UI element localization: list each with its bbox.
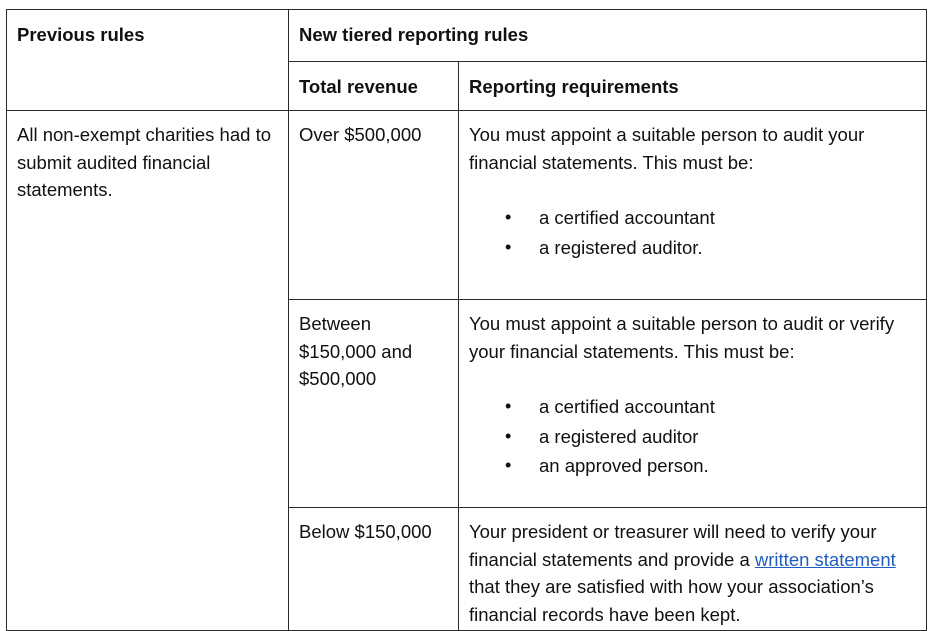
revenue-text: Below $150,000: [299, 521, 432, 542]
previous-rules-header: Previous rules: [7, 10, 289, 111]
written-statement-link[interactable]: written statement: [754, 548, 896, 570]
previous-rules-cell: [7, 111, 289, 631]
requirement-text: You must appoint a suitable person to audit your financial statements. This must be:: [469, 124, 865, 173]
list-item: • a registered auditor.: [539, 233, 916, 263]
list-item: • a certified accountant: [539, 203, 916, 233]
requirement-bullet-list: [469, 392, 916, 481]
reporting-rules-table: [6, 9, 927, 631]
revenue-cell: [289, 111, 459, 300]
revenue-text: Over $500,000: [299, 124, 422, 145]
list-item: • an approved person.: [539, 451, 916, 481]
previous-rules-text: All non-exempt charities had to submit audited financial statements.: [17, 124, 271, 200]
requirements-cell: [459, 111, 927, 300]
requirement-text: You must appoint a suitable person to audit or verify your financial statements. This must be:: [469, 313, 895, 362]
revenue-text: Between $150,000 and $500,000: [299, 313, 413, 389]
reporting-requirements-header: Reporting requirements: [459, 62, 927, 111]
list-item: • a registered auditor: [539, 422, 916, 452]
requirement-text: [469, 518, 916, 628]
total-revenue-header: Total revenue: [289, 62, 459, 111]
requirement-bullet-list: [469, 203, 916, 262]
requirements-cell: [459, 508, 927, 631]
table-header-row: [7, 10, 927, 62]
requirement-text-before: Your president or treasurer will need to verify your financial statements and provide a: [469, 521, 877, 570]
new-rules-header: New tiered reporting rules: [289, 10, 927, 62]
requirement-text-after: that they are satisfied with how your association’s financial records have been kept.: [469, 576, 874, 625]
list-item: • a certified accountant: [539, 392, 916, 422]
requirements-cell: [459, 300, 927, 508]
revenue-cell: [289, 508, 459, 631]
revenue-cell: [289, 300, 459, 508]
table-row: [7, 111, 927, 300]
